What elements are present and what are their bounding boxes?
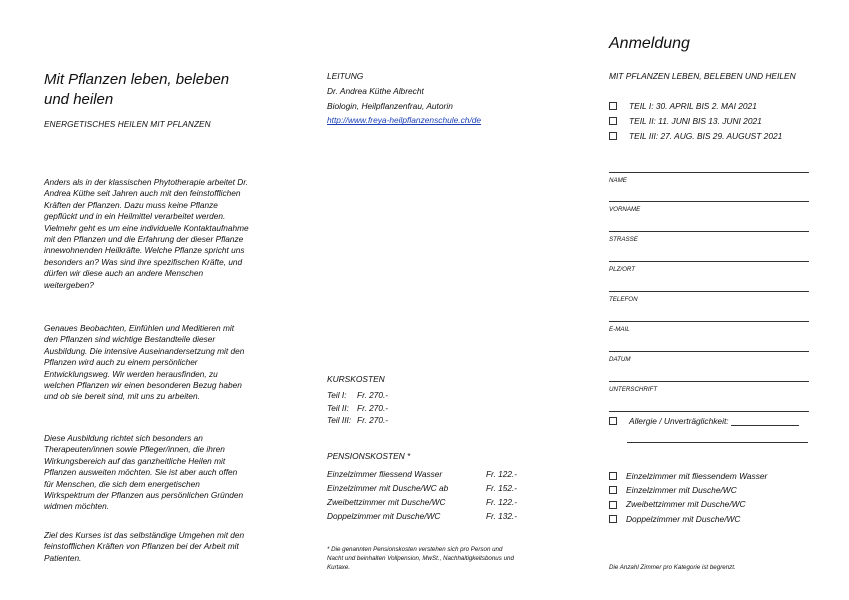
allergie-label: Allergie / Unverträglichkeit: <box>629 416 729 426</box>
pensionskosten-section <box>327 449 517 523</box>
page-title: Mit Pflanzen leben, beleben und heilen <box>44 71 230 108</box>
telefon-field[interactable]: TELEFON <box>609 292 809 322</box>
kurskosten-section <box>327 372 388 427</box>
leitung-name: Dr. Andrea Küthe Albrecht <box>327 85 424 96</box>
allergie-input-line[interactable] <box>627 442 808 443</box>
room-label: Einzelzimmer mit fliessendem Wasser <box>626 471 768 481</box>
leitung-heading: LEITUNG <box>327 71 364 81</box>
date-label: TEIL I: 30. APRIL BIS 2. MAI 2021 <box>629 101 757 111</box>
leitung-role: Biologin, Heilpflanzenfrau, Autorin <box>327 100 453 111</box>
anmeldung-subtitle: MIT PFLANZEN LEBEN, BELEBEN UND HEILEN <box>609 71 796 81</box>
price-row: Zweibettzimmer mit Dusche/WC Fr. 122.- <box>327 496 517 507</box>
allergie-section <box>609 416 809 443</box>
checkbox[interactable] <box>609 501 617 509</box>
kurskosten-heading: KURSKOSTEN <box>327 374 385 384</box>
room-options <box>609 469 809 526</box>
price-row: Teil III: Fr. 270.- <box>327 415 389 426</box>
room-label: Einzelzimmer mit Dusche/WC <box>626 485 737 496</box>
unterschrift-field[interactable]: UNTERSCHRIFT <box>609 382 809 412</box>
paragraph: Anders als in der klassischen Phytotherapie arbeitet Dr. Andrea Küthe seit Jahren auch mit den feinstofflichen Kräften der Pflanzen. Dazu muss keine Pflanze gepflückt und in ein Heilmittel verarbeitet werden. Vielmehr geht es um eine individuelle Kontaktaufnahme mit den Pflanzen und die Erfahrung der dieser Pflanze innewohnenden Heilkräfte. Welche Pflanze spricht uns besonders an? Was sind ihre spezifischen Kräfte, und dürfen wir diese auch an andere Menschen weitergeben? <box>44 177 249 290</box>
paragraph: Diese Ausbildung richtet sich besonders an Therapeuten/innen sowie Pfleger/innen, die ihren Wirkungsbereich auf das ganzheitliche Heilen mit Pflanzen ausweiten möchten. Sie ist aber auch offen für Menschen, die sich dem energetischen Wirkspektrum der Pflanzen aus persönlichen Gründen widmen möchten. <box>44 433 244 512</box>
date-label: TEIL III: 27. AUG. BIS 29. AUGUST 2021 <box>629 130 783 141</box>
email-field[interactable]: E-MAIL <box>609 322 809 352</box>
checkbox[interactable] <box>609 515 617 523</box>
website-link[interactable]: http://www.freya-heilpflanzenschule.ch/de <box>327 115 482 126</box>
price-row: Teil I: Fr. 270.- <box>327 389 389 400</box>
leitung-section <box>327 69 481 128</box>
vorname-field[interactable]: VORNAME <box>609 202 809 232</box>
price-row: Doppelzimmer mit Dusche/WC Fr. 132.- <box>327 510 517 521</box>
subtitle: ENERGETISCHES HEILEN MIT PFLANZEN <box>44 120 211 129</box>
checkbox[interactable] <box>609 102 617 110</box>
price-row: Einzelzimmer mit Dusche/WC ab Fr. 152.- <box>327 482 517 493</box>
strasse-field[interactable]: STRASSE <box>609 232 809 262</box>
checkbox[interactable] <box>609 132 617 140</box>
checkbox[interactable] <box>609 486 617 494</box>
anmeldung-title: Anmeldung <box>609 35 690 52</box>
registration-form <box>609 172 809 412</box>
price-row: Einzelzimmer fliessend Wasser Fr. 122.- <box>327 468 517 479</box>
name-field[interactable]: NAME <box>609 172 809 202</box>
paragraph: Genaues Beobachten, Einfühlen und Meditieren mit den Pflanzen sind wichtige Bestandteile dieser Ausbildung. Die intensive Auseinandersetzung mit den Pflanzen wird auch zu einem persönlicher Entwicklungsweg. Wir werden herausfinden, zu welchen Pflanzen wir einen besonderen Bezug haben und ob sie bereit sind, mit uns zu arbeiten. <box>44 323 245 402</box>
date-options <box>609 99 809 143</box>
checkbox[interactable] <box>609 472 617 480</box>
date-label: TEIL II: 11. JUNI BIS 13. JUNI 2021 <box>629 115 762 126</box>
checkbox[interactable] <box>609 117 617 125</box>
room-label: Zweibettzimmer mit Dusche/WC <box>626 499 746 510</box>
allergie-input[interactable] <box>731 416 799 426</box>
datum-field[interactable]: DATUM <box>609 352 809 382</box>
pensionskosten-heading: PENSIONSKOSTEN * <box>327 451 411 461</box>
limit-note: Die Anzahl Zimmer pro Kategorie ist begrenzt. <box>609 564 736 571</box>
plz-ort-field[interactable]: PLZ/ORT <box>609 262 809 292</box>
paragraph: Ziel des Kurses ist das selbständige Umgehen mit den feinstofflichen Kräften von Pflanzen bei der Arbeit mit Patienten. <box>44 530 245 563</box>
allergie-checkbox[interactable] <box>609 417 617 425</box>
footnote: * Die genannten Pensionskosten verstehen sich pro Person und Nacht und beinhalten Vollpension, MwSt., Nachhaltigkeitsbonus und Kurtaxe. <box>327 546 514 571</box>
price-row: Teil II: Fr. 270.- <box>327 402 389 413</box>
room-label: Doppelzimmer mit Dusche/WC <box>626 513 741 524</box>
